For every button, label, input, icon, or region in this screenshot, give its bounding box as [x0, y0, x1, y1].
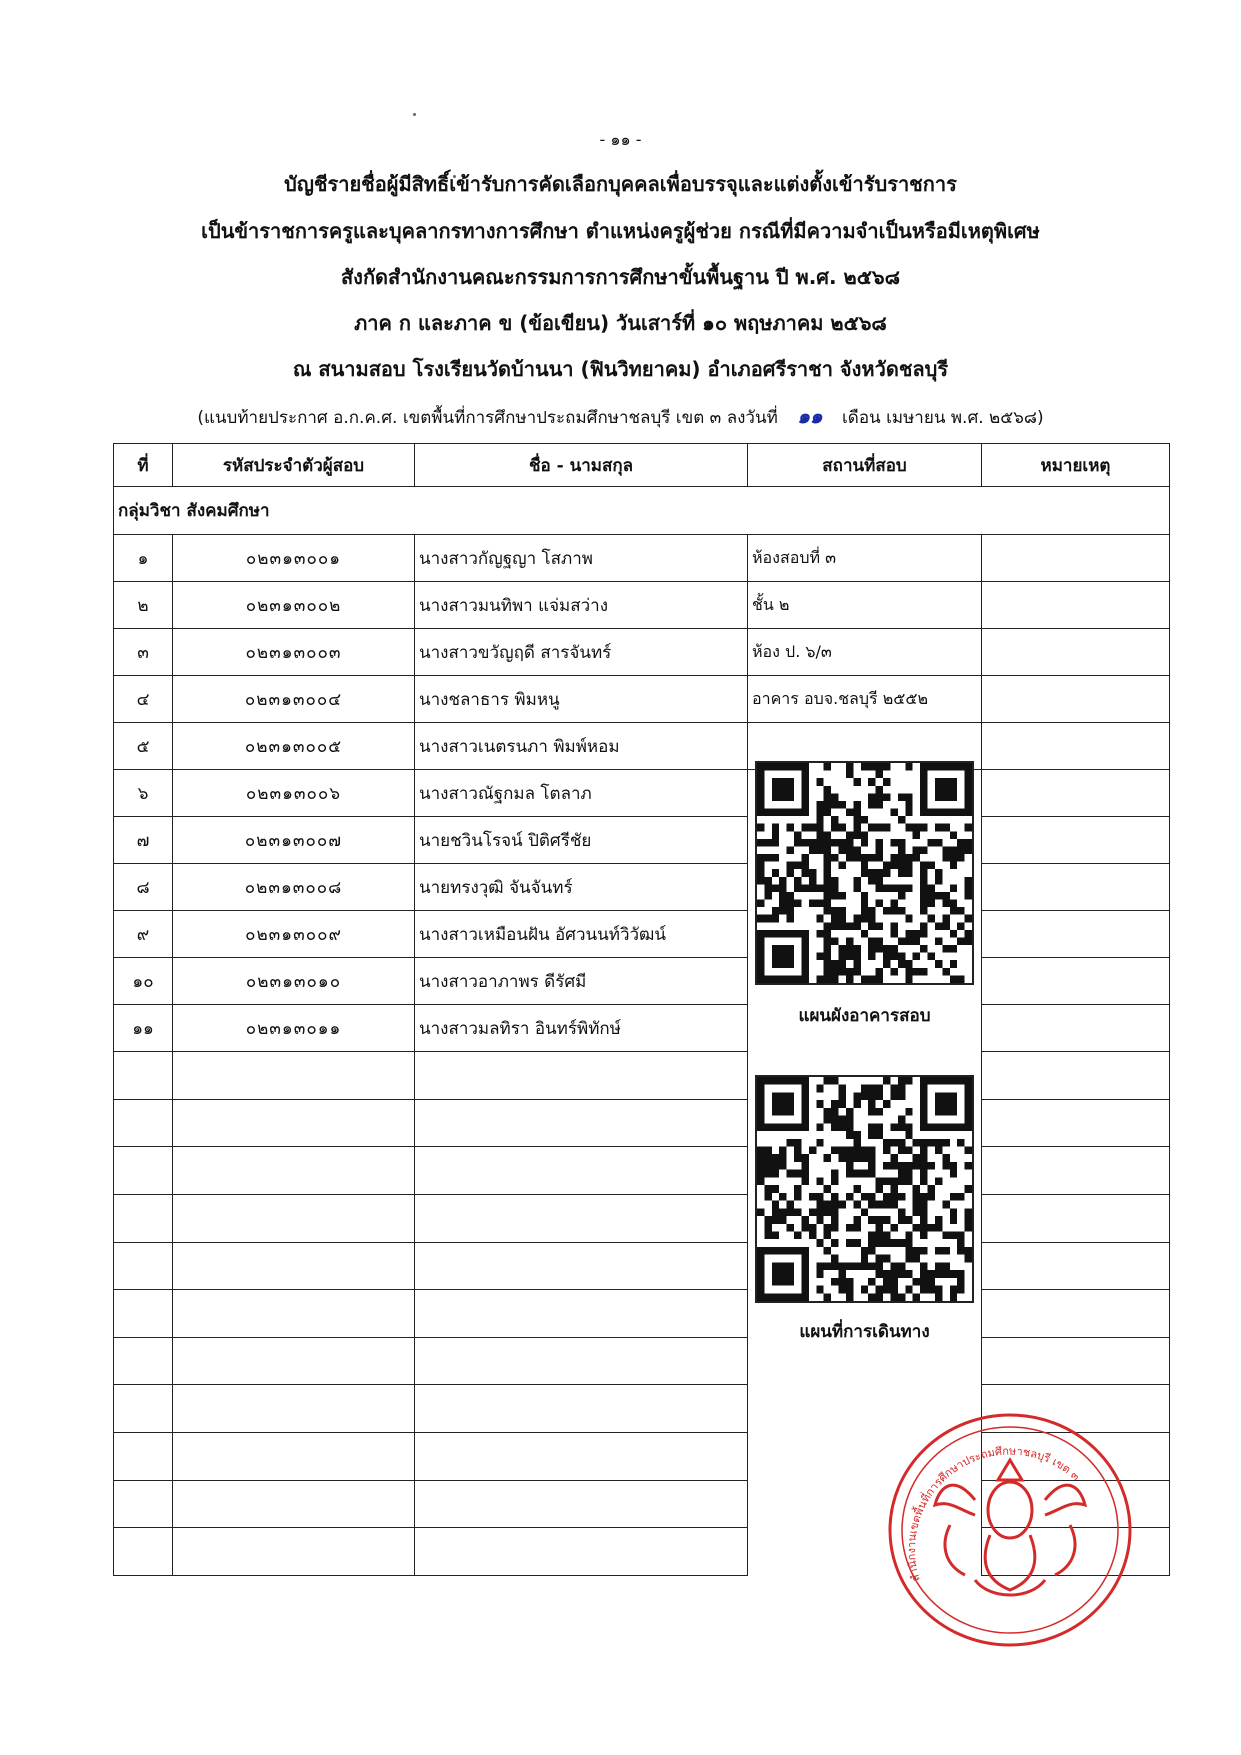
cell-id: ๐๒๓๑๓๐๐๓ [173, 629, 415, 676]
cell-venue: อาคาร อบจ.ชลบุรี ๒๕๕๒ [748, 676, 982, 723]
cell-name: นางสาวขวัญฤดี สารจันทร์ [415, 629, 748, 676]
cell-remark [982, 958, 1170, 1005]
header-remark: หมายเหตุ [982, 444, 1170, 487]
announcement-reference-suffix: เดือน เมษายน พ.ศ. ๒๕๖๘) [842, 408, 1044, 428]
scan-speck [413, 113, 416, 116]
table-row [114, 1005, 1170, 1052]
empty-row [114, 1290, 1170, 1338]
cell-name: นางชลาธาร พิมหนู [415, 676, 748, 723]
cell-remark [982, 723, 1170, 770]
cell-no: ๖ [114, 770, 173, 817]
title-line-3: สังกัดสำนักงานคณะกรรมการการศึกษาขั้นพื้นฐาน ปี พ.ศ. ๒๕๖๘ [340, 265, 901, 289]
announcement-reference [0, 400, 1241, 432]
qr-code-travel-map [755, 1075, 974, 1303]
empty-row [114, 1194, 1170, 1242]
header-name: ชื่อ - นามสกุล [415, 444, 748, 487]
cell-id: ๐๒๓๑๓๐๐๘ [173, 864, 415, 911]
cell-remark [982, 535, 1170, 582]
empty-row [114, 1147, 1170, 1195]
subject-group-label: กลุ่มวิชา สังคมศึกษา [114, 487, 1170, 535]
table-row [114, 723, 1170, 770]
cell-id: ๐๒๓๑๓๐๐๗ [173, 817, 415, 864]
qr-code-building-plan [755, 761, 974, 985]
qr-caption-travel-map: แผนที่การเดินทาง [755, 1318, 974, 1345]
cell-id: ๐๒๓๑๓๐๐๕ [173, 723, 415, 770]
cell-venue: ห้อง ป. ๖/๓ [748, 629, 982, 676]
cell-name: นางสาวเนตรนภา พิมพ์หอม [415, 723, 748, 770]
cell-id: ๐๒๓๑๓๐๐๔ [173, 676, 415, 723]
table-row [114, 770, 1170, 817]
title-line-2: เป็นข้าราชการครูและบุคลากรทางการศึกษา ตำแหน่งครูผู้ช่วย กรณีที่มีความจำเป็นหรือมีเหตุพิเศษ [201, 219, 1040, 243]
table-header-row [114, 444, 1170, 487]
cell-no: ๒ [114, 582, 173, 629]
subject-group-row [114, 487, 1170, 535]
cell-remark [982, 770, 1170, 817]
table-row [114, 629, 1170, 676]
cell-no: ๑๑ [114, 1005, 173, 1052]
header-id: รหัสประจำตัวผู้สอบ [173, 444, 415, 487]
cell-no: ๕ [114, 723, 173, 770]
cell-remark [982, 911, 1170, 958]
cell-name: นางสาวกัญฐญา โสภาพ [415, 535, 748, 582]
cell-name: นางสาวณัฐกมล โตลาภ [415, 770, 748, 817]
cell-name: นายทรงวุฒิ จันจันทร์ [415, 864, 748, 911]
cell-no: ๗ [114, 817, 173, 864]
table-row [114, 864, 1170, 911]
cell-venue: ห้องสอบที่ ๓ [748, 535, 982, 582]
cell-remark [982, 629, 1170, 676]
cell-remark [982, 817, 1170, 864]
table-row [114, 817, 1170, 864]
cell-id: ๐๒๓๑๓๐๑๐ [173, 958, 415, 1005]
table-row [114, 911, 1170, 958]
cell-name: นางสาวมลทิรา อินทร์พิทักษ์ [415, 1005, 748, 1052]
cell-remark [982, 864, 1170, 911]
cell-id: ๐๒๓๑๓๐๐๙ [173, 911, 415, 958]
cell-venue: ชั้น ๒ [748, 582, 982, 629]
header-no: ที่ [114, 444, 173, 487]
garuda-seal-icon [880, 1405, 1140, 1655]
cell-id: ๐๒๓๑๓๐๐๖ [173, 770, 415, 817]
qr-caption-building-plan: แผนผังอาคารสอบ [755, 1002, 974, 1029]
official-seal-stamp [880, 1405, 1140, 1655]
cell-no: ๔ [114, 676, 173, 723]
qr-code-image [757, 1077, 972, 1301]
cell-no: ๑๐ [114, 958, 173, 1005]
cell-no: ๙ [114, 911, 173, 958]
empty-row [114, 1099, 1170, 1147]
cell-no: ๑ [114, 535, 173, 582]
page-number: - ๑๑ - [599, 130, 642, 149]
svg-text:สำนักงานเขตพื้นที่การศึกษาประถ [905, 1445, 1082, 1583]
cell-name: นางสาวมนทิพา แจ่มสว่าง [415, 582, 748, 629]
cell-remark [982, 582, 1170, 629]
empty-row [114, 1337, 1170, 1385]
cell-id: ๐๒๓๑๓๐๐๒ [173, 582, 415, 629]
cell-name: นางสาวอาภาพร ดีรัศมี [415, 958, 748, 1005]
cell-id: ๐๒๓๑๓๐๐๑ [173, 535, 415, 582]
empty-row [114, 1052, 1170, 1100]
table-row [114, 535, 1170, 582]
qr-code-image [757, 763, 972, 983]
title-line-5: ณ สนามสอบ โรงเรียนวัดบ้านนา (ฟินวิทยาคม) อำเภอศรีราชา จังหวัดชลบุรี [292, 357, 949, 381]
header-venue: สถานที่สอบ [748, 444, 982, 487]
cell-no: ๘ [114, 864, 173, 911]
cell-remark [982, 676, 1170, 723]
table-row [114, 582, 1170, 629]
seal-text: สำนักงานเขตพื้นที่การศึกษาประถมศึกษาชลบุรี เขต ๓ [904, 1444, 1083, 1583]
title-line-4: ภาค ก และภาค ข (ข้อเขียน) วันเสาร์ที่ ๑๐ พฤษภาคม ๒๕๖๘ [354, 311, 887, 335]
title-line-1: บัญชีรายชื่อผู้มีสิทธิ์เข้ารับการคัดเลือกบุคคลเพื่อบรรจุและแต่งตั้งเข้ารับราชการ [284, 172, 957, 196]
empty-row [114, 1242, 1170, 1290]
table-row [114, 958, 1170, 1005]
cell-id: ๐๒๓๑๓๐๑๑ [173, 1005, 415, 1052]
handwritten-day: ๑๑ [797, 404, 823, 428]
announcement-reference-prefix: (แนบท้ายประกาศ อ.ก.ค.ศ. เขตพื้นที่การศึกษาประถมศึกษาชลบุรี เขต ๓ ลงวันที่ [197, 408, 778, 428]
table-row [114, 676, 1170, 723]
cell-name: นายชวินโรจน์ ปิติศรีชัย [415, 817, 748, 864]
cell-no: ๓ [114, 629, 173, 676]
cell-name: นางสาวเหมือนฝัน อัศวนนท์วิวัฒน์ [415, 911, 748, 958]
cell-remark [982, 1005, 1170, 1052]
